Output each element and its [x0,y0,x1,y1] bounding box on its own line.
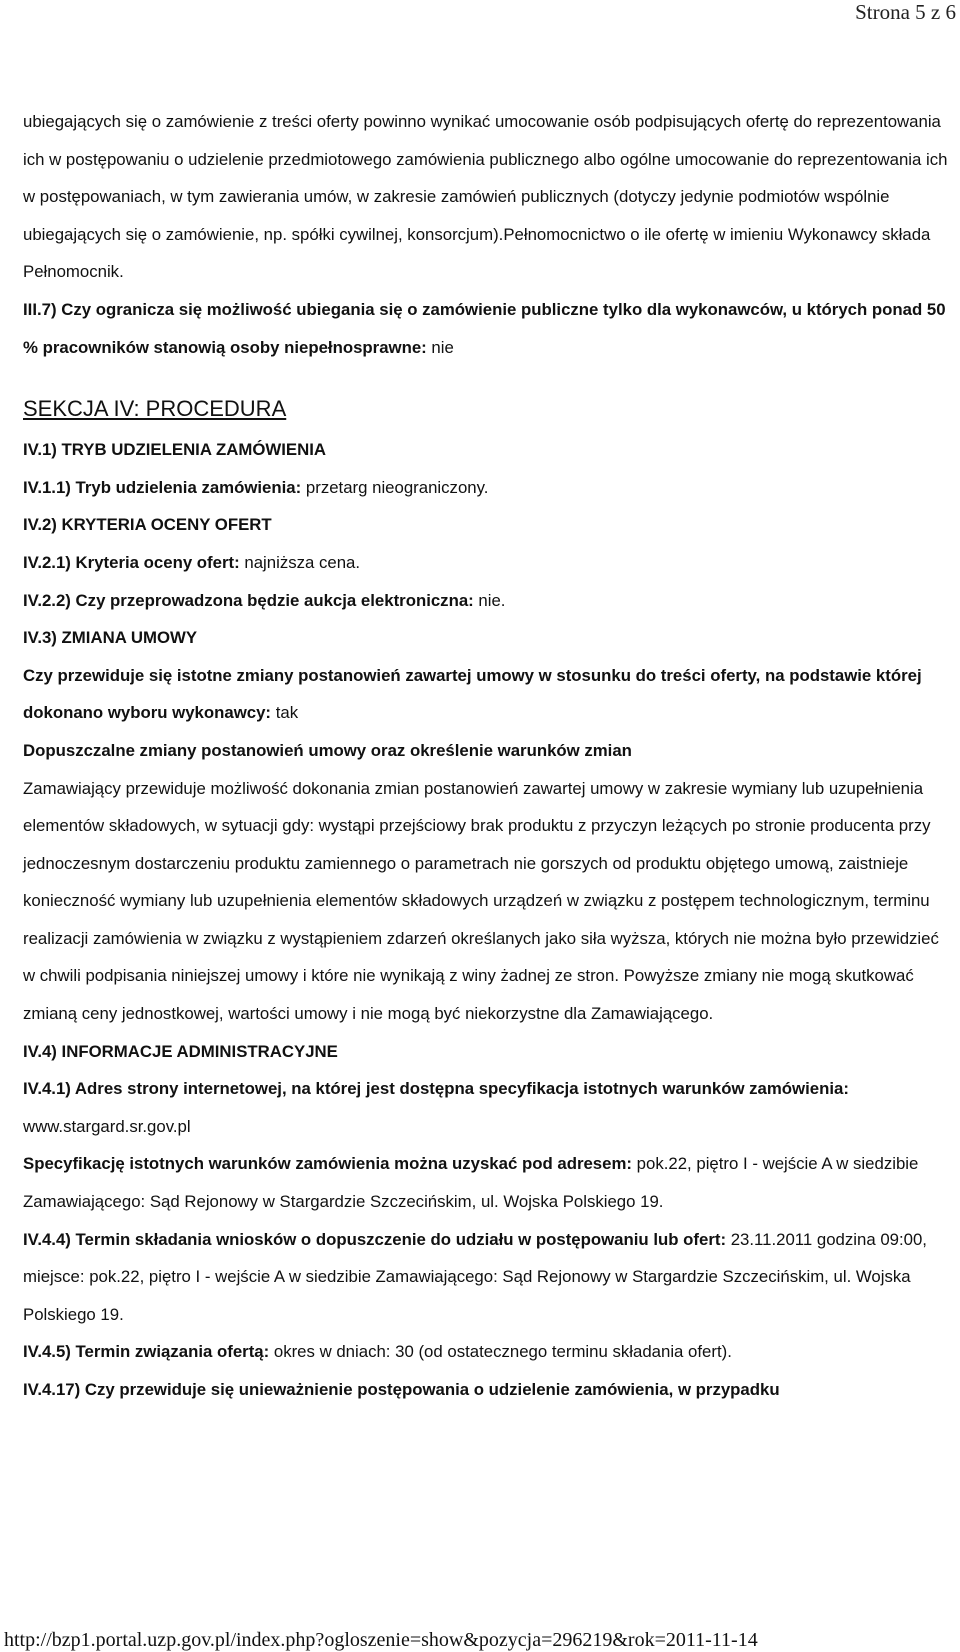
iv44-value: 23.11.2011 godzina 09:00, miejsce: pok.22, piętro I - wejście A w siedzibie Zamawiającego: Sąd Rejonowy w Stargardzie Szczecińskim, ul. Wojska Polskiego 19. [23,1229,927,1324]
iv11-value: przetarg nieograniczony. [301,477,489,497]
iv1-title: IV.1) TRYB UDZIELENIA ZAMÓWIENIA [23,440,327,460]
iii7-value: nie [426,337,454,357]
iv22-label: IV.2.2) Czy przeprowadzona będzie aukcja elektroniczna: [23,590,474,610]
iv44-label: IV.4.4) Termin składania wniosków o dopuszczenie do udziału w postępowaniu lub ofert: [23,1229,727,1249]
iv11-line [23,469,953,507]
iv3-changes-heading [23,732,953,770]
iv3-question-value: tak [271,703,299,723]
iv45-value: okres w dniach: 30 (od ostatecznego terminu składania ofert). [269,1342,732,1362]
iv4-title: IV.4) INFORMACJE ADMINISTRACYJNE [23,1041,338,1061]
iv417-line [23,1371,953,1409]
iv3-changes-text: Zamawiający przewiduje możliwość dokonania zmian postanowień zawartej umowy w zakresie wymiany lub uzupełnienia elementów składowych, w sytuacji gdy: wystąpi przejściowy brak produktu z przyczyn leżących po stronie producenta przy jednoczesnym dostarczeniu produktu zamiennego o parametrach nie gorszych od produktu objętego umową, zaistnieje konieczność wymiany lub uzupełnienia elementów składowych urządzeń w związku z postępem technologicznym, terminu realizacji zamówienia w związku z wystąpieniem zdarzeń określanych jako siła wyższa, których nie można było przewidzieć w chwili podpisania niniejszej umowy i które nie wynikają z winy żadnej ze stron. Powyższe zmiany nie mogą skutkować zmianą ceny jednostkowej, wartości umowy i nie mogą być niekorzystne dla Zamawiającego. [23,778,939,1024]
iv21-value: najniższa cena. [239,552,361,572]
iv41-line [23,1070,953,1145]
iv21-label: IV.2.1) Kryteria oceny ofert: [23,552,240,572]
page-number: Strona 5 z 6 [855,0,956,24]
iv45-label: IV.4.5) Termin związania ofertą: [23,1342,270,1362]
footer-url: http://bzp1.portal.uzp.gov.pl/index.php?ogloszenie=show&pozycja=296219&rok=2011-11-14 [4,1629,758,1651]
iv45-line [23,1333,953,1371]
iv21-line [23,544,953,582]
iv22-value: nie. [473,590,506,610]
intro-paragraph: ubiegających się o zamówienie z treści oferty powinno wynikać umocowanie osób podpisujących ofertę do reprezentowania ich w postępowaniu o udzielenie przedmiotowego zamówienia publicznego albo ogólne umocowanie do reprezentowania ich w postępowaniach, w tym zawierania umów, w zakresie zamówień publicznych (dotyczy jedynie podmiotów wspólnie ubiegających się o zamówienie, np. spółki cywilnej, konsorcjum).Pełnomocnictwo o ile ofertę w imieniu Wykonawcy składa Pełnomocnik. [23,112,948,282]
siwz-line [23,1145,953,1220]
document-body [23,103,953,1409]
iv4-heading [23,1033,953,1071]
siwz-value: pok.22, piętro I - wejście A w siedzibie Zamawiającego: Sąd Rejonowy w Stargardzie Szczecińskim, ul. Wojska Polskiego 19. [23,1154,919,1212]
iv11-label: IV.1.1) Tryb udzielenia zamówienia: [23,477,302,497]
iv3-heading [23,619,953,657]
iv3-question-label: Czy przewiduje się istotne zmiany postanowień zawartej umowy w stosunku do treści oferty, na podstawie której dokonano wyboru wykonawcy: [23,665,922,723]
iv2-title: IV.2) KRYTERIA OCENY OFERT [23,515,272,535]
iv3-changes-title: Dopuszczalne zmiany postanowień umowy oraz określenie warunków zmian [23,740,632,760]
iv417-label: IV.4.17) Czy przewiduje się unieważnienie postępowania o udzielenie zamówienia, w przypadku [23,1380,780,1399]
iv44-line [23,1221,953,1334]
iv2-heading [23,506,953,544]
iv41-label: IV.4.1) Adres strony internetowej, na której jest dostępna specyfikacja istotnych warunków zamówienia: [23,1079,849,1099]
iii7-label: III.7) Czy ogranicza się możliwość ubiegania się o zamówienie publiczne tylko dla wykonawców, u których ponad 50 % pracowników stanowią osoby niepełnosprawne: [23,299,946,357]
iv3-question [23,657,953,732]
section-iv-title: SEKCJA IV: PROCEDURA [23,396,287,422]
iv22-line [23,582,953,620]
siwz-label: Specyfikację istotnych warunków zamówienia można uzyskać pod adresem: [23,1154,632,1174]
iv1-heading [23,431,953,469]
iv3-title: IV.3) ZMIANA UMOWY [23,628,198,648]
section-iii7 [23,291,953,366]
iv41-value: www.stargard.sr.gov.pl [23,1116,191,1136]
